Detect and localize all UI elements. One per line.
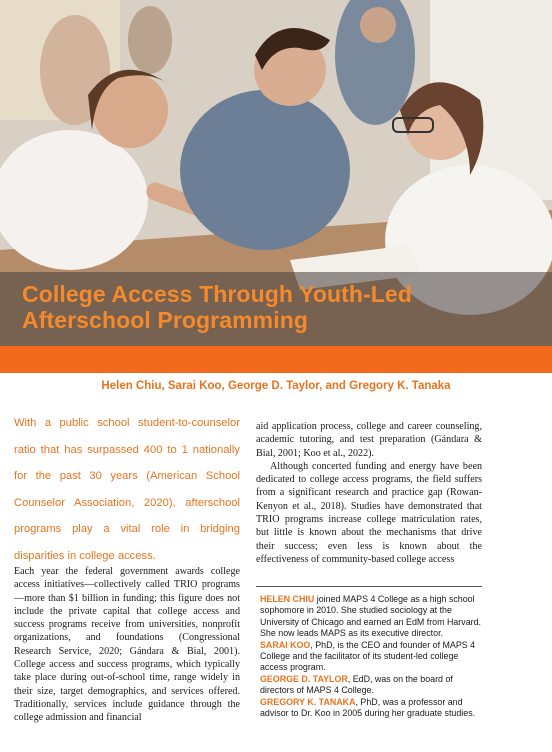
bio-name: GREGORY K. TANAKA xyxy=(260,696,356,707)
bio-text: , PhD, is the CEO and founder of MAPS 4 College and the facilitator of its student-led college access program. xyxy=(260,639,476,673)
bio-text: joined MAPS 4 College as a high school sophomore in 2010. She studied sociology at the University of Chicago and earned an EdM from Harvard. She now leads MAPS as its executive director. xyxy=(260,594,481,639)
body-paragraph-left: Each year the federal government awards college access initiatives—collectively called TRIO programs—more than $1 billion in funding; this figure does not include the private capital that college access and success programs receive from universities, nonprofit organizations, and foundations (Congressional Research Service, 2020; Gándara & Bial, 2001). College access and success programs, which typically take place during out-of-school time, range widely in their size, target demographics, and services offered. Traditionally, services include guidance through the college admission and financial xyxy=(14,566,240,724)
bio-name: GEORGE D. TAYLOR xyxy=(260,673,348,684)
bio-name: HELEN CHIU xyxy=(260,594,315,604)
bio-sarai-koo xyxy=(260,640,482,674)
bios-divider xyxy=(256,586,482,587)
bio-gregory-tanaka xyxy=(260,697,482,720)
bio-text: , EdD, was on the board of directors of MAPS 4 College. xyxy=(260,673,453,696)
bio-name: SARAI KOO xyxy=(260,639,311,650)
author-line: Helen Chiu, Sarai Koo, George D. Taylor, and Gregory K. Tanaka xyxy=(101,380,451,392)
lead-paragraph: With a public school student-to-counselor ratio that has surpassed 400 to 1 nationally for the past 30 years (American School Counselor Association, 2020), afterschool programs play a vital role in bridging disparities in college access. xyxy=(14,417,240,562)
bio-george-taylor xyxy=(260,674,482,697)
accent-bar xyxy=(0,346,552,373)
right-column xyxy=(256,420,482,566)
bio-text: , PhD, was a professor and advisor to Dr. Koo in 2005 during her graduate studies. xyxy=(260,696,476,719)
body-paragraph-right-2: Although concerted funding and energy have been dedicated to college access programs, the field suffers from a significant research and practice gap (Rowan-Kenyon et al., 2018). Studies have demonstrated that TRIO programs increase college matriculation rates, but little is known about the mechanisms that drive their success; even less is known about the effectiveness of community-based college access xyxy=(256,460,482,565)
article-title: College Access Through Youth-Led Afterschool Programming xyxy=(22,281,412,333)
bio-helen-chiu xyxy=(260,594,482,640)
author-bios xyxy=(260,594,482,719)
body-paragraph-right-1: aid application process, college and career counseling, academic tutoring, and test preparation (Gándara & Bial, 2001; Koo et al., 2022). xyxy=(256,421,482,459)
